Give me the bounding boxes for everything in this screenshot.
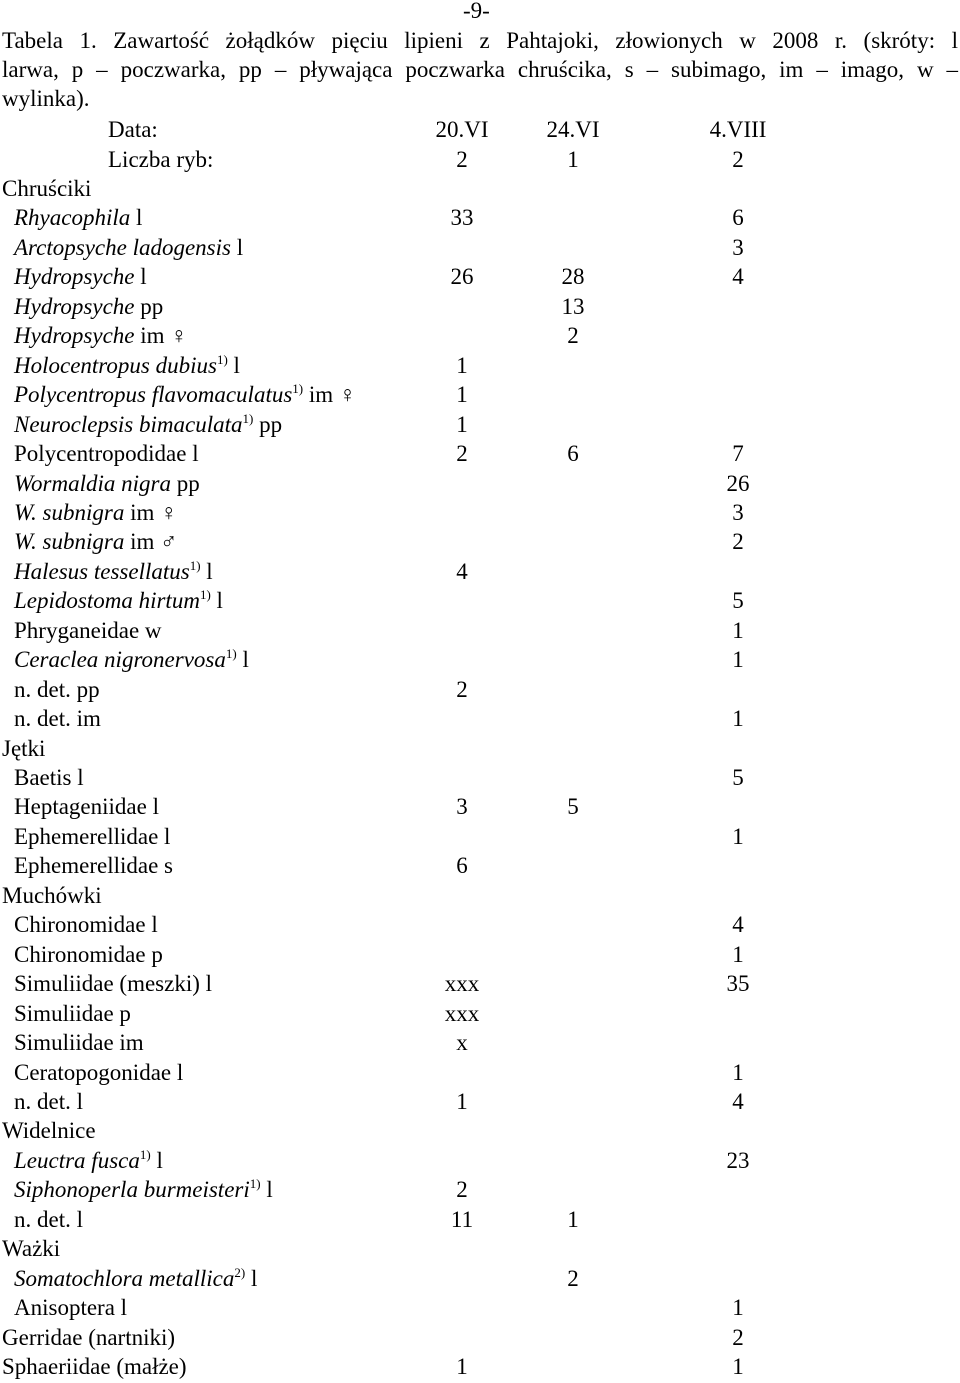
count-cell: 26	[450, 264, 474, 290]
group-heading-row	[0, 1116, 960, 1145]
count-cell: 4	[732, 912, 744, 938]
footnote-marker: 1)	[216, 351, 228, 367]
table-row	[0, 616, 960, 645]
fish-count-label: Liczba ryb:	[108, 146, 214, 172]
group-heading-row	[0, 1234, 960, 1263]
taxon-label	[14, 321, 188, 350]
taxon-label	[14, 645, 249, 674]
count-cell: 1	[567, 1206, 579, 1232]
taxon-text: Ważki	[2, 1236, 61, 1262]
count-cell: 7	[732, 441, 744, 467]
date-header-row	[0, 115, 960, 144]
table-row	[0, 1146, 960, 1175]
taxon-label	[14, 469, 200, 498]
taxon-label	[14, 527, 177, 556]
table-row	[0, 763, 960, 792]
taxon-text: pp	[253, 411, 283, 437]
table-row	[0, 851, 960, 880]
taxon-text: l	[227, 352, 240, 378]
count-cell: 33	[450, 205, 474, 231]
table-row	[0, 1293, 960, 1322]
footnote-marker: 1)	[139, 1146, 151, 1162]
taxon-text: im ♀	[134, 323, 188, 349]
taxon-text: Ephemerellidae l	[14, 823, 171, 849]
taxon-label	[14, 410, 282, 439]
table-row	[0, 969, 960, 998]
taxon-text: Simuliidae (meszki) l	[14, 971, 213, 997]
count-cell: 1	[732, 941, 744, 967]
taxon-text: l	[236, 647, 249, 673]
count-cell: xxx	[444, 971, 480, 997]
taxon-text: im ♀	[124, 499, 178, 525]
table-row	[0, 203, 960, 232]
taxon-name-italic: Hydropsyche	[14, 264, 135, 290]
fish-count-row	[0, 145, 960, 174]
taxon-text: n. det. l	[14, 1088, 83, 1114]
footnote-marker: 1)	[249, 1176, 261, 1192]
count-cell: 6	[732, 205, 744, 231]
taxon-label	[14, 940, 163, 969]
group-heading	[2, 1116, 96, 1145]
taxon-text: Heptageniidae l	[14, 794, 159, 820]
footnote-marker: 1)	[242, 410, 254, 426]
taxon-label	[14, 1293, 127, 1322]
taxon-label	[14, 1205, 83, 1234]
count-cell: 13	[561, 293, 585, 319]
table-row	[0, 675, 960, 704]
taxon-label	[14, 704, 101, 733]
table-row	[0, 262, 960, 291]
taxon-text: Jętki	[2, 735, 46, 761]
count-cell: 26	[726, 470, 750, 496]
count-cell: 1	[456, 1088, 468, 1114]
taxon-name-italic: Hydropsyche	[14, 323, 135, 349]
taxon-text: l	[245, 1265, 258, 1291]
table-row	[0, 1175, 960, 1204]
taxon-label	[14, 675, 100, 704]
taxon-text: Widelnice	[2, 1118, 96, 1144]
taxon-name-italic: Leuctra fusca	[14, 1147, 140, 1173]
table-row	[0, 321, 960, 350]
taxon-text: n. det. l	[14, 1206, 83, 1232]
group-heading	[2, 1234, 60, 1263]
taxon-name-italic: Neuroclepsis bimaculata	[14, 411, 243, 437]
table-caption	[2, 26, 958, 113]
count-cell: 1	[732, 1295, 744, 1321]
table-row	[0, 1264, 960, 1293]
count-cell: 1	[732, 647, 744, 673]
table-row	[0, 704, 960, 733]
footnote-marker: 1)	[225, 646, 237, 662]
taxon-text: l	[134, 264, 147, 290]
taxon-text: n. det. pp	[14, 676, 100, 702]
taxon-text: pp	[134, 293, 164, 319]
group-heading-row	[0, 174, 960, 203]
count-cell: 1	[732, 706, 744, 732]
taxon-text: Ceratopogonidae l	[14, 1059, 184, 1085]
taxon-label	[14, 292, 163, 321]
taxon-name-italic: W. subnigra	[14, 499, 125, 525]
taxon-label	[14, 262, 147, 291]
count-cell: 2	[456, 441, 468, 467]
taxon-name-italic: Arctopsyche ladogensis	[14, 234, 231, 260]
table-row	[0, 645, 960, 674]
taxon-text: Chironomidae p	[14, 941, 163, 967]
table-row	[0, 498, 960, 527]
count-cell: 2	[456, 676, 468, 702]
count-cell: 23	[726, 1147, 750, 1173]
taxon-label	[14, 999, 131, 1028]
taxon-text: n. det. im	[14, 706, 101, 732]
fish-count-value: 1	[567, 146, 579, 172]
caption-line: wylinka).	[2, 86, 90, 111]
fish-count-value: 2	[456, 146, 468, 172]
count-cell: 6	[456, 853, 468, 879]
group-heading-row	[0, 734, 960, 763]
taxon-label	[14, 1058, 183, 1087]
group-heading	[2, 1323, 175, 1352]
group-heading-row	[0, 1352, 960, 1381]
taxon-label	[14, 969, 212, 998]
taxon-text: im ♂	[124, 529, 178, 555]
taxon-text: im ♀	[303, 382, 357, 408]
taxon-text: l	[210, 588, 223, 614]
taxon-text: Sphaeriidae (małże)	[2, 1354, 187, 1379]
table-row	[0, 792, 960, 821]
taxon-label	[14, 851, 173, 880]
count-cell: 3	[456, 794, 468, 820]
taxon-label	[14, 233, 243, 262]
taxon-label	[14, 616, 162, 645]
table-row	[0, 940, 960, 969]
taxon-label	[14, 1146, 163, 1175]
count-cell: 2	[456, 1177, 468, 1203]
group-heading	[2, 734, 45, 763]
count-cell: 2	[732, 529, 744, 555]
taxon-text: Anisoptera l	[14, 1295, 128, 1321]
count-cell: 1	[456, 352, 468, 378]
taxon-text: pp	[170, 470, 200, 496]
count-cell: 5	[567, 794, 579, 820]
count-cell: 28	[561, 264, 585, 290]
caption-line: larwa, p – poczwarka, pp – pływająca poczwarka chruścika, s – subimago, im – imago, w –	[2, 57, 958, 82]
caption-line: Tabela 1. Zawartość żołądków pięciu lipieni z Pahtajoki, złowionych w 2008 r. (skróty: l	[2, 28, 958, 53]
count-cell: 3	[732, 234, 744, 260]
count-cell: 4	[456, 558, 468, 584]
date-24-vi: 24.VI	[546, 117, 600, 142]
taxon-text: Chironomidae l	[14, 912, 158, 938]
count-cell: 2	[567, 1265, 579, 1291]
count-cell: 1	[732, 617, 744, 643]
count-cell: 1	[732, 823, 744, 849]
table-row	[0, 527, 960, 556]
taxon-text: Simuliidae im	[14, 1030, 144, 1056]
taxon-label	[14, 498, 177, 527]
table-row	[0, 1028, 960, 1057]
page-number: -9-	[463, 0, 490, 23]
count-cell: 1	[456, 382, 468, 408]
table-row	[0, 410, 960, 439]
footnote-marker: 1)	[292, 381, 304, 397]
count-cell: 4	[732, 264, 744, 290]
taxon-name-italic: Somatochlora metallica	[14, 1265, 235, 1291]
taxon-text: l	[230, 234, 244, 260]
taxon-label	[14, 822, 170, 851]
taxon-label	[14, 1087, 83, 1116]
taxon-label	[14, 439, 199, 468]
count-cell: 35	[726, 971, 750, 997]
count-cell: 1	[456, 1354, 468, 1379]
taxon-label	[14, 380, 356, 409]
taxon-name-italic: Ceraclea nigronervosa	[14, 647, 226, 673]
count-cell: 2	[732, 1324, 744, 1350]
taxon-label	[14, 910, 158, 939]
count-cell: 2	[567, 323, 579, 349]
table-row	[0, 233, 960, 262]
count-cell: 1	[456, 411, 468, 437]
footnote-marker: 1)	[189, 557, 201, 573]
taxon-text: Muchówki	[2, 882, 102, 908]
count-cell: x	[456, 1030, 468, 1056]
taxon-name-italic: Holocentropus dubius	[14, 352, 217, 378]
table-row	[0, 380, 960, 409]
count-cell: 11	[450, 1206, 474, 1232]
taxon-label	[14, 1175, 273, 1204]
taxon-name-italic: W. subnigra	[14, 529, 125, 555]
date-label: Data:	[108, 117, 158, 142]
table-row	[0, 1058, 960, 1087]
table-row	[0, 1205, 960, 1234]
table-row	[0, 351, 960, 380]
footnote-marker: 1)	[199, 587, 211, 603]
group-heading-row	[0, 1323, 960, 1352]
taxon-label	[14, 203, 142, 232]
taxon-name-italic: Lepidostoma hirtum	[14, 588, 200, 614]
taxon-text: Gerridae (nartniki)	[2, 1324, 176, 1350]
table-row	[0, 999, 960, 1028]
count-cell: 1	[732, 1059, 744, 1085]
table-row	[0, 1087, 960, 1116]
fish-count-value: 2	[732, 146, 744, 172]
count-cell: 1	[732, 1354, 744, 1379]
taxon-text: l	[150, 1147, 163, 1173]
taxon-text: Polycentropodidae l	[14, 441, 199, 467]
table-row	[0, 439, 960, 468]
table-row	[0, 557, 960, 586]
table-row	[0, 910, 960, 939]
taxon-label	[14, 1028, 144, 1057]
count-cell: 6	[567, 441, 579, 467]
taxon-name-italic: Siphonoperla burmeisteri	[14, 1177, 250, 1203]
group-heading	[2, 174, 91, 203]
taxon-name-italic: Hydropsyche	[14, 293, 135, 319]
taxon-label	[14, 792, 159, 821]
taxon-text: l	[130, 205, 143, 231]
taxon-label	[14, 1264, 257, 1293]
taxon-name-italic: Wormaldia nigra	[14, 470, 171, 496]
table-row	[0, 469, 960, 498]
taxon-text: Phryganeidae w	[14, 617, 162, 643]
count-cell: 5	[732, 588, 744, 614]
table-row	[0, 822, 960, 851]
taxon-name-italic: Rhyacophila	[14, 205, 131, 231]
taxon-text: l	[260, 1177, 273, 1203]
taxon-name-italic: Polycentropus flavomaculatus	[14, 382, 293, 408]
taxon-text: Simuliidae p	[14, 1000, 131, 1026]
count-cell: xxx	[444, 1000, 480, 1026]
taxon-label	[14, 763, 84, 792]
taxon-text: Baetis l	[14, 765, 84, 790]
taxon-text: Chruściki	[2, 176, 92, 201]
taxon-label	[14, 586, 223, 615]
count-cell: 3	[732, 499, 744, 525]
group-heading-row	[0, 881, 960, 910]
taxon-text: Ephemerellidae s	[14, 853, 174, 879]
taxon-label	[14, 557, 213, 586]
taxon-label	[14, 351, 240, 380]
group-heading	[2, 881, 102, 910]
taxon-name-italic: Halesus tessellatus	[14, 558, 190, 584]
count-cell: 5	[732, 765, 744, 790]
count-cell: 4	[732, 1088, 744, 1114]
taxon-text: l	[200, 558, 213, 584]
table-row	[0, 586, 960, 615]
footnote-marker: 2)	[234, 1264, 246, 1280]
table-row	[0, 292, 960, 321]
date-4-viii: 4.VIII	[709, 117, 767, 142]
group-heading	[2, 1352, 187, 1381]
date-20-vi: 20.VI	[435, 117, 489, 142]
